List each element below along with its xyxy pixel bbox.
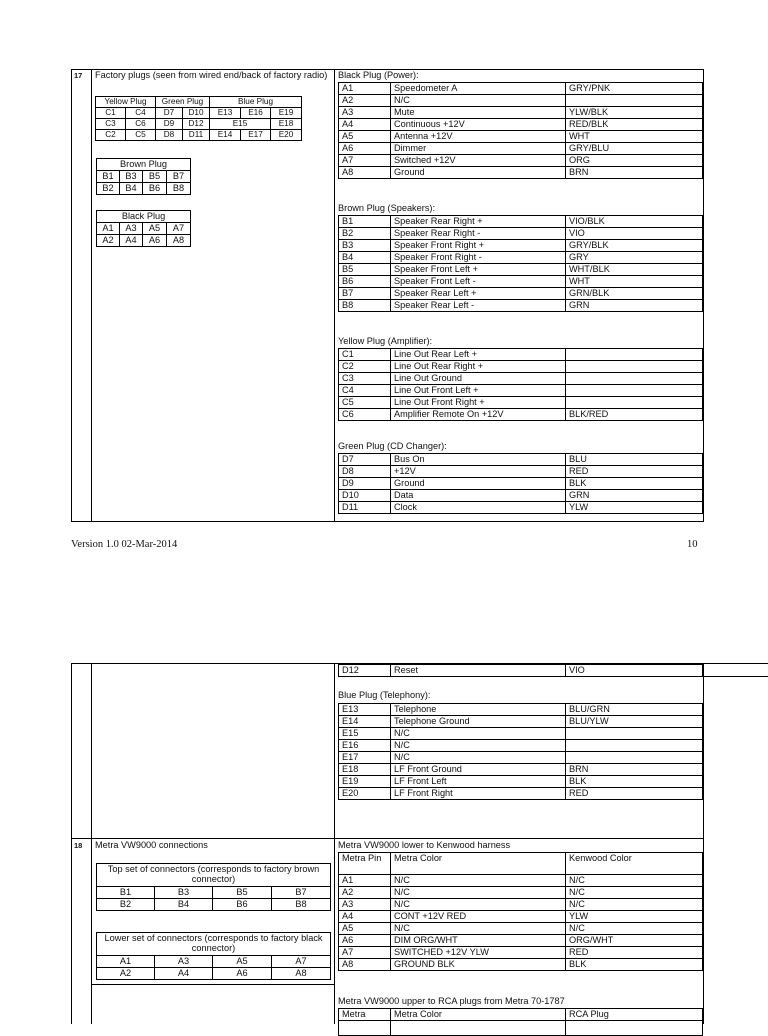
kenwood-color-cell: N/C	[566, 887, 703, 899]
plug-cell: E14	[210, 130, 241, 141]
plug-cell: E20	[271, 130, 302, 141]
wire-color-cell: WHT	[566, 276, 703, 288]
connector-cell: A2	[97, 968, 155, 980]
pin-cell: C4	[339, 385, 391, 397]
table-row	[339, 228, 703, 240]
plug-cell: A7	[167, 223, 191, 235]
pin-table	[338, 215, 703, 312]
wire-color-cell: GRN	[566, 490, 703, 502]
header-metra-color: Metra Color	[391, 1009, 566, 1021]
function-cell: Speaker Front Right +	[391, 240, 566, 252]
table-row	[339, 107, 703, 119]
header-rca-plug: RCA Plug	[566, 1009, 703, 1021]
pin-cell: D8	[339, 466, 391, 478]
plug-cell: D8	[156, 130, 183, 141]
pin-cell: C3	[339, 373, 391, 385]
table-row	[339, 155, 703, 167]
wire-color-cell	[566, 95, 703, 107]
plug-cell: B4	[120, 183, 143, 195]
pin-cell: B3	[339, 240, 391, 252]
pin-cell: A1	[339, 83, 391, 95]
left-cell-divider	[91, 984, 334, 985]
section-title: Green Plug (CD Changer):	[338, 441, 447, 451]
connector-cell: B8	[272, 899, 331, 911]
connector-cell: B3	[155, 887, 213, 899]
function-cell: N/C	[391, 95, 566, 107]
plug-cell: C1	[96, 108, 126, 119]
pin-cell: B1	[339, 216, 391, 228]
table-row	[339, 875, 703, 887]
spill-cell-border	[703, 676, 768, 677]
table-row	[339, 95, 703, 107]
metra-color-cell: CONT +12V RED	[391, 911, 566, 923]
wire-color-cell: RED	[566, 788, 703, 800]
table-row	[339, 216, 703, 228]
pin-cell: D10	[339, 490, 391, 502]
pin-cell: B8	[339, 300, 391, 312]
table-row	[339, 947, 703, 959]
table-row	[339, 665, 703, 677]
pin-cell: B7	[339, 288, 391, 300]
function-cell: Ground	[391, 167, 566, 179]
function-cell: Data	[391, 490, 566, 502]
function-cell: +12V	[391, 466, 566, 478]
wire-color-cell: GRY/BLK	[566, 240, 703, 252]
pin-cell: E19	[339, 776, 391, 788]
pin-cell: C5	[339, 397, 391, 409]
table-row	[339, 704, 703, 716]
black-plug-table	[96, 210, 191, 247]
header-kenwood-color: Kenwood Color	[566, 853, 703, 875]
wire-color-cell: BLK	[566, 478, 703, 490]
pin-cell: E14	[339, 716, 391, 728]
lower-set-table	[96, 932, 331, 980]
plug-cell: A6	[143, 235, 167, 247]
plug-cell: B7	[167, 171, 191, 183]
plug-cell: A1	[97, 223, 120, 235]
function-cell: N/C	[391, 728, 566, 740]
function-cell: Telephone Ground	[391, 716, 566, 728]
table-row	[339, 959, 703, 971]
row17-bottom-border	[71, 521, 704, 522]
connector-cell: B2	[97, 899, 155, 911]
plug-cell: C6	[126, 119, 156, 130]
wire-color-cell: GRN/BLK	[566, 288, 703, 300]
function-cell: Speedometer A	[391, 83, 566, 95]
table-row	[339, 409, 703, 421]
table-row	[339, 716, 703, 728]
row17-num-divider	[91, 69, 92, 522]
wire-color-cell: GRY/BLU	[566, 143, 703, 155]
pin-cell: E17	[339, 752, 391, 764]
section-title: Black Plug (Power):	[338, 70, 419, 80]
section-title: Brown Plug (Speakers):	[338, 203, 436, 213]
plug-cell: E13	[210, 108, 241, 119]
pin-cell: B4	[339, 252, 391, 264]
pin-cell: A5	[339, 131, 391, 143]
pin-cell: D9	[339, 478, 391, 490]
metra-color-cell: DIM ORG/WHT	[391, 935, 566, 947]
function-cell: Switched +12V	[391, 155, 566, 167]
metra-pin-cell: A5	[339, 923, 391, 935]
connector-cell: A8	[272, 968, 331, 980]
top-set-table	[96, 863, 331, 911]
table-row	[339, 740, 703, 752]
wire-color-cell	[566, 752, 703, 764]
function-cell: Line Out Front Right +	[391, 397, 566, 409]
table-row	[339, 131, 703, 143]
pin-cell: A2	[339, 95, 391, 107]
metra-color-cell: N/C	[391, 923, 566, 935]
table-row	[339, 119, 703, 131]
connector-cell: A1	[97, 956, 155, 968]
table-row	[339, 478, 703, 490]
function-cell: N/C	[391, 740, 566, 752]
table-row	[339, 276, 703, 288]
function-cell: Speaker Rear Right +	[391, 216, 566, 228]
plug-cell: A3	[120, 223, 143, 235]
plug-cell: B2	[97, 183, 120, 195]
left-border	[71, 663, 72, 1024]
kenwood-color-cell: ORG/WHT	[566, 935, 703, 947]
left-title: Metra VW9000 connections	[95, 840, 208, 850]
connector-cell: B5	[213, 887, 272, 899]
pin-cell: C1	[339, 349, 391, 361]
wire-color-cell: YLW/BLK	[566, 107, 703, 119]
top-set-title: Top set of connectors (corresponds to factory brown connector)	[97, 864, 331, 887]
table-row	[339, 935, 703, 947]
wire-color-cell: BLU	[566, 454, 703, 466]
function-cell: Speaker Rear Right -	[391, 228, 566, 240]
table-row	[339, 240, 703, 252]
table-row	[339, 373, 703, 385]
table-row	[339, 264, 703, 276]
plug-cell: D7	[156, 108, 183, 119]
row18-top-border	[71, 838, 704, 839]
black-plug-title: Black Plug	[97, 211, 191, 223]
section-title: Yellow Plug (Amplifier):	[338, 336, 433, 346]
connector-cell: B7	[272, 887, 331, 899]
plug-cell: E19	[271, 108, 302, 119]
metra-color-cell: N/C	[391, 875, 566, 887]
connector-cell: B6	[213, 899, 272, 911]
function-cell: Continuous +12V	[391, 119, 566, 131]
connector-cell: A7	[272, 956, 331, 968]
function-cell: Speaker Front Left -	[391, 276, 566, 288]
plug-cell: E15	[210, 119, 271, 130]
pin-table	[338, 703, 703, 800]
kenwood-color-cell: BLK	[566, 959, 703, 971]
pin-cell: A6	[339, 143, 391, 155]
function-cell: Reset	[391, 665, 566, 677]
metra-pin-cell: A3	[339, 899, 391, 911]
table-row	[339, 788, 703, 800]
wire-color-cell: BRN	[566, 167, 703, 179]
metra-pin-cell: A2	[339, 887, 391, 899]
brown-plug-title: Brown Plug	[97, 159, 191, 171]
plug-cell: A4	[120, 235, 143, 247]
pin-table	[338, 348, 703, 421]
function-cell: Antenna +12V	[391, 131, 566, 143]
connector-cell: B1	[97, 887, 155, 899]
plug-cell: E16	[241, 108, 271, 119]
row17-right-border	[703, 69, 704, 522]
table-row	[339, 167, 703, 179]
wire-color-cell: ORG	[566, 155, 703, 167]
metra-color-cell: SWITCHED +12V YLW	[391, 947, 566, 959]
plug-cell: B1	[97, 171, 120, 183]
plug-cell: C3	[96, 119, 126, 130]
wire-color-cell: VIO	[566, 665, 703, 677]
pin-cell: B5	[339, 264, 391, 276]
wire-color-cell: BLK	[566, 776, 703, 788]
plug-cell: E17	[241, 130, 271, 141]
function-cell: N/C	[391, 752, 566, 764]
table-row	[339, 349, 703, 361]
plug-cell: A8	[167, 235, 191, 247]
pin-table	[338, 82, 703, 179]
table-row	[339, 728, 703, 740]
kenwood-color-cell: N/C	[566, 899, 703, 911]
table-row	[339, 143, 703, 155]
table-row	[339, 899, 703, 911]
connector-cell: B4	[155, 899, 213, 911]
wire-color-cell: GRY	[566, 252, 703, 264]
wire-color-cell: RED	[566, 466, 703, 478]
plug-cell: C2	[96, 130, 126, 141]
pin-cell: D11	[339, 502, 391, 514]
kenwood-color-cell: RED	[566, 947, 703, 959]
plug-cell: B8	[167, 183, 191, 195]
wire-color-cell: BRN	[566, 764, 703, 776]
kenwood-color-cell: YLW	[566, 911, 703, 923]
table-row	[339, 911, 703, 923]
kenwood-table	[338, 852, 703, 971]
row17-left-border	[71, 69, 72, 522]
pin-cell: E16	[339, 740, 391, 752]
metra-pin-cell: A1	[339, 875, 391, 887]
function-cell: Speaker Rear Left +	[391, 288, 566, 300]
num-divider	[91, 663, 92, 1024]
plug-cell: D10	[183, 108, 210, 119]
metra-pin-cell: A8	[339, 959, 391, 971]
row-number: 17	[74, 71, 83, 80]
lower-set-title: Lower set of connectors (corresponds to factory black connector)	[97, 933, 331, 956]
plug-layout-table	[95, 96, 302, 141]
plug-cell: D11	[183, 130, 210, 141]
pin-cell: E15	[339, 728, 391, 740]
header-metra-pin: Metra Pin	[339, 853, 391, 875]
wire-color-cell: WHT/BLK	[566, 264, 703, 276]
wire-color-cell	[566, 740, 703, 752]
plug-header-green: Green Plug	[156, 97, 210, 108]
table-row	[339, 454, 703, 466]
pin-cell: A7	[339, 155, 391, 167]
function-cell: LF Front Right	[391, 788, 566, 800]
pin-cell: A4	[339, 119, 391, 131]
table-row	[339, 361, 703, 373]
footer-page-number: 10	[687, 539, 698, 550]
plug-cell: B6	[143, 183, 167, 195]
table-row	[339, 776, 703, 788]
metra-color-cell: GROUND BLK	[391, 959, 566, 971]
metra-pin-cell: A7	[339, 947, 391, 959]
function-cell: Mute	[391, 107, 566, 119]
plug-cell: A5	[143, 223, 167, 235]
pin-cell: B6	[339, 276, 391, 288]
function-cell: Ground	[391, 478, 566, 490]
pin-table	[338, 664, 703, 677]
connector-cell: A5	[213, 956, 272, 968]
pin-cell: A8	[339, 167, 391, 179]
wire-color-cell: GRY/PNK	[566, 83, 703, 95]
wire-color-cell	[566, 361, 703, 373]
kenwood-title: Metra VW9000 lower to Kenwood harness	[338, 840, 511, 850]
wire-color-cell	[566, 728, 703, 740]
plug-cell: A2	[97, 235, 120, 247]
plug-cell: D12	[183, 119, 210, 130]
pin-cell: C6	[339, 409, 391, 421]
function-cell: Speaker Front Left +	[391, 264, 566, 276]
function-cell: Speaker Front Right -	[391, 252, 566, 264]
wire-color-cell: VIO	[566, 228, 703, 240]
pin-cell: C2	[339, 361, 391, 373]
right-border	[703, 663, 704, 1024]
wire-color-cell: YLW	[566, 502, 703, 514]
rca-table	[338, 1008, 703, 1036]
kenwood-color-cell: N/C	[566, 875, 703, 887]
pin-cell: E20	[339, 788, 391, 800]
pin-table	[338, 453, 703, 514]
table-row	[339, 923, 703, 935]
table-row	[339, 490, 703, 502]
function-cell: Bus On	[391, 454, 566, 466]
wire-color-cell	[566, 349, 703, 361]
pin-cell: D12	[339, 665, 391, 677]
wire-color-cell: WHT	[566, 131, 703, 143]
table-row	[339, 252, 703, 264]
pin-cell: E18	[339, 764, 391, 776]
wire-color-cell	[566, 385, 703, 397]
metra-color-cell: N/C	[391, 899, 566, 911]
table-row	[339, 83, 703, 95]
header-metra-color: Metra Color	[391, 853, 566, 875]
brown-plug-table	[96, 158, 191, 195]
pin-cell: B2	[339, 228, 391, 240]
table-row	[339, 385, 703, 397]
table-row	[339, 752, 703, 764]
header-metra: Metra	[339, 1009, 391, 1021]
metra-pin-cell: A4	[339, 911, 391, 923]
wire-color-cell: GRN	[566, 300, 703, 312]
row-number: 18	[74, 841, 83, 850]
connector-cell: A4	[155, 968, 213, 980]
plug-header-yellow: Yellow Plug	[96, 97, 156, 108]
metra-pin-cell: A6	[339, 935, 391, 947]
function-cell: LF Front Left	[391, 776, 566, 788]
left-title: Factory plugs (seen from wired end/back of factory radio)	[95, 70, 328, 80]
wire-color-cell: VIO/BLK	[566, 216, 703, 228]
rca-title: Metra VW9000 upper to RCA plugs from Metra 70-1787	[338, 996, 565, 1006]
connector-cell: A6	[213, 968, 272, 980]
col-divider	[334, 663, 335, 1024]
function-cell: Line Out Front Left +	[391, 385, 566, 397]
function-cell: Line Out Ground	[391, 373, 566, 385]
function-cell: Line Out Rear Right +	[391, 361, 566, 373]
plug-cell: C4	[126, 108, 156, 119]
function-cell: Line Out Rear Left +	[391, 349, 566, 361]
wire-color-cell: RED/BLK	[566, 119, 703, 131]
section-title: Blue Plug (Telephony):	[338, 690, 431, 700]
metra-color-cell: N/C	[391, 887, 566, 899]
function-cell: Dimmer	[391, 143, 566, 155]
plug-cell: B3	[120, 171, 143, 183]
row17-col-divider	[334, 69, 335, 522]
table-row	[339, 764, 703, 776]
wire-color-cell: BLK/RED	[566, 409, 703, 421]
table-row	[339, 887, 703, 899]
plug-cell: E18	[271, 119, 302, 130]
table-row	[339, 397, 703, 409]
table-row	[339, 300, 703, 312]
function-cell: Telephone	[391, 704, 566, 716]
pin-cell: D7	[339, 454, 391, 466]
plug-cell: C5	[126, 130, 156, 141]
table-row	[339, 288, 703, 300]
function-cell: Speaker Rear Left -	[391, 300, 566, 312]
connector-cell: A3	[155, 956, 213, 968]
wire-color-cell	[566, 397, 703, 409]
wire-color-cell: BLU/YLW	[566, 716, 703, 728]
pin-cell: E13	[339, 704, 391, 716]
function-cell: LF Front Ground	[391, 764, 566, 776]
table-row	[339, 502, 703, 514]
plug-cell: D9	[156, 119, 183, 130]
plug-header-blue: Blue Plug	[210, 97, 302, 108]
wire-color-cell: BLU/GRN	[566, 704, 703, 716]
table-row	[339, 466, 703, 478]
plug-cell: B5	[143, 171, 167, 183]
function-cell: Amplifier Remote On +12V	[391, 409, 566, 421]
pin-cell: A3	[339, 107, 391, 119]
wire-color-cell	[566, 373, 703, 385]
kenwood-color-cell: N/C	[566, 923, 703, 935]
function-cell: Clock	[391, 502, 566, 514]
footer-version: Version 1.0 02-Mar-2014	[71, 539, 178, 550]
